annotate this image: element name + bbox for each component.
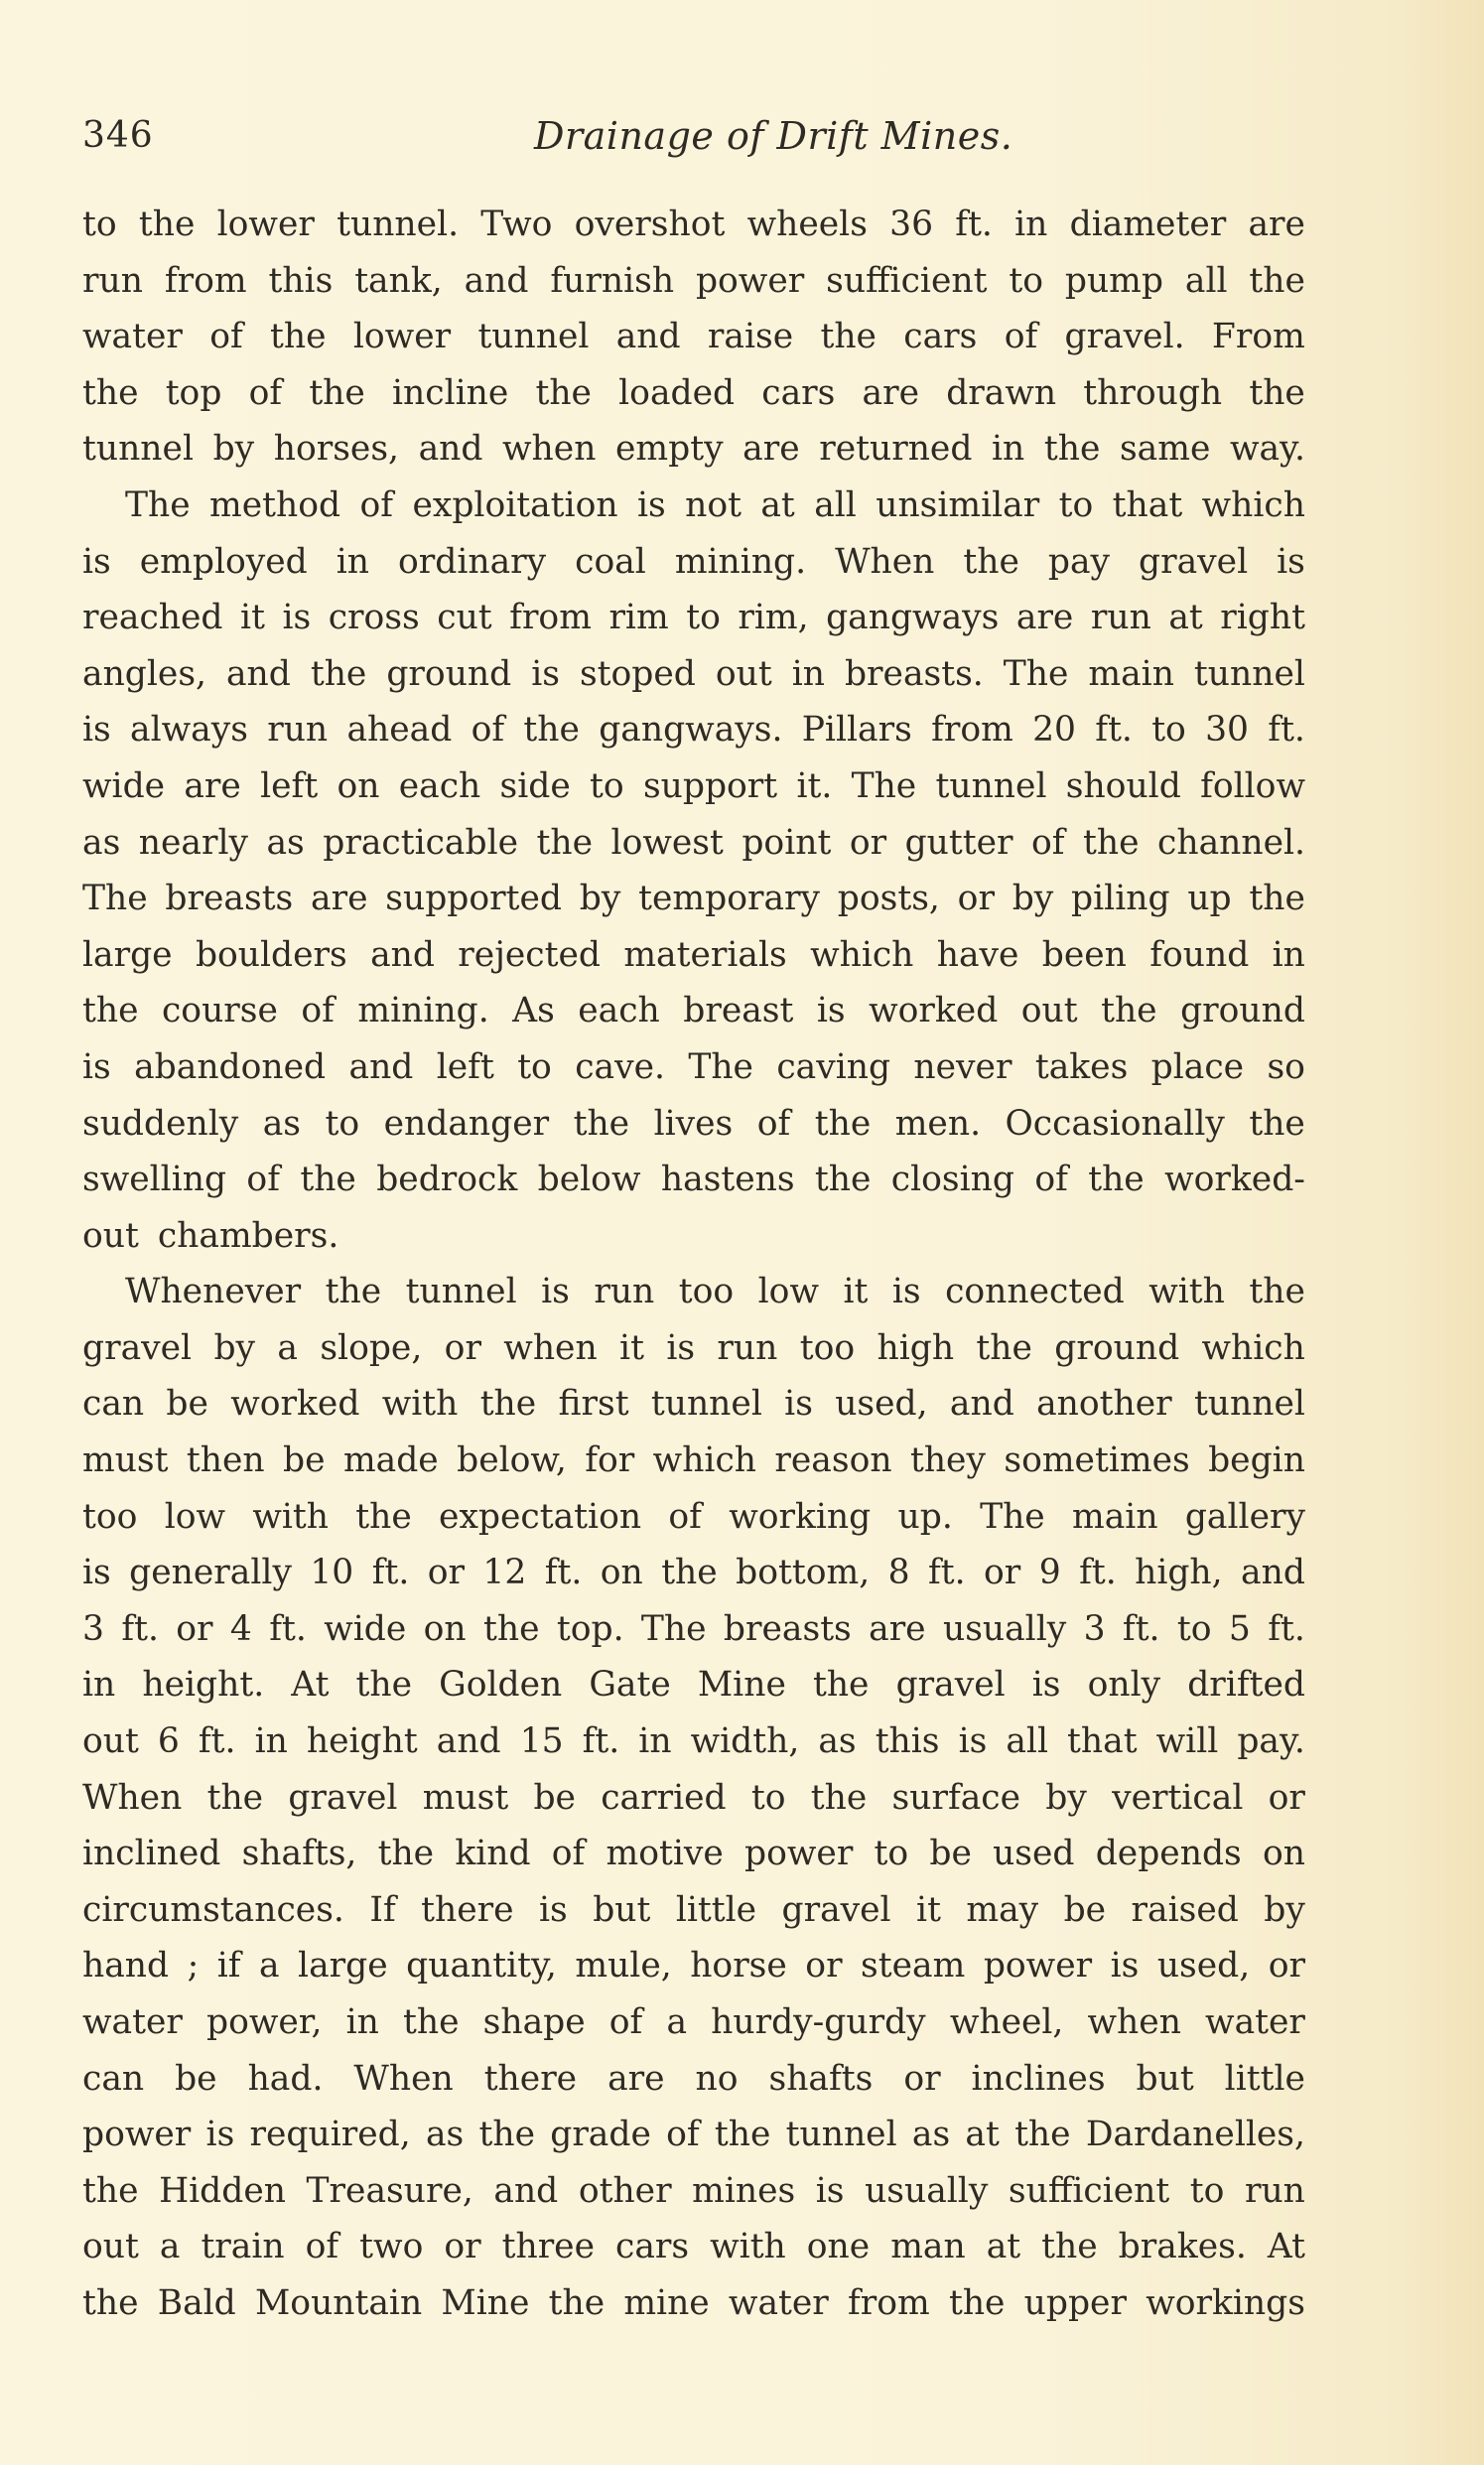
text-line: must then be made below, for which reason they sometimes begin xyxy=(82,1440,1305,1481)
running-title: Drainage of Drift Mines. xyxy=(534,114,1013,158)
text-line: to the lower tunnel. Two overshot wheels 36 ft. in diameter are xyxy=(82,205,1305,244)
page-header xyxy=(82,106,1303,166)
text-line: out chambers. xyxy=(82,1215,339,1256)
text-line: the top of the incline the loaded cars are drawn through the xyxy=(82,372,1305,413)
text-line: power is required, as the grade of the tunnel as at the Dardanelles, xyxy=(82,2115,1305,2155)
text-line: hand ; if a large quantity, mule, horse or steam power is used, or xyxy=(82,1946,1305,1986)
text-line: the Hidden Treasure, and other mines is usually sufficient to run xyxy=(82,2170,1305,2211)
text-line: the Bald Mountain Mine the mine water from the upper workings xyxy=(82,2282,1305,2323)
text-line: large boulders and rejected materials which have been found in xyxy=(82,934,1305,975)
text-line: The method of exploitation is not at all unsimilar to that which xyxy=(125,484,1305,525)
text-line: suddenly as to endanger the lives of the men. Occasionally the xyxy=(82,1103,1305,1144)
text-line: too low with the expectation of working up. The main gallery xyxy=(82,1496,1305,1537)
text-line: circumstances. If there is but little gravel it may be raised by xyxy=(82,1889,1305,1930)
text-line: 3 ft. or 4 ft. wide on the top. The breasts are usually 3 ft. to 5 ft. xyxy=(82,1608,1305,1649)
text-line: water of the lower tunnel and raise the cars of gravel. From xyxy=(82,317,1305,357)
text-line: is always run ahead of the gangways. Pillars from 20 ft. to 30 ft. xyxy=(82,710,1305,751)
text-line: can be worked with the first tunnel is used, and another tunnel xyxy=(82,1384,1305,1425)
body-text xyxy=(82,197,1305,2332)
text-line: reached it is cross cut from rim to rim, gangways are run at right xyxy=(82,598,1305,638)
page-number: 346 xyxy=(82,115,154,156)
text-line: angles, and the ground is stoped out in breasts. The main tunnel xyxy=(82,653,1305,694)
text-line: swelling of the bedrock below hastens the closing of the worked- xyxy=(82,1160,1305,1200)
text-line: is generally 10 ft. or 12 ft. on the bottom, 8 ft. or 9 ft. high, and xyxy=(82,1553,1305,1593)
text-line: run from this tank, and furnish power sufficient to pump all the xyxy=(82,260,1305,301)
text-line: can be had. When there are no shafts or inclines but little xyxy=(82,2058,1305,2099)
text-line: When the gravel must be carried to the surface by vertical or xyxy=(82,1777,1305,1818)
text-line: water power, in the shape of a hurdy-gurdy wheel, when water xyxy=(82,2002,1305,2042)
text-line: is abandoned and left to cave. The caving never takes place so xyxy=(82,1046,1305,1087)
text-line: is employed in ordinary coal mining. When the pay gravel is xyxy=(82,541,1305,582)
text-line: out 6 ft. in height and 15 ft. in width, as this is all that will pay. xyxy=(82,1721,1305,1762)
text-line: as nearly as practicable the lowest point or gutter of the channel. xyxy=(82,822,1305,863)
text-line: out a train of two or three cars with one man at the brakes. At xyxy=(82,2227,1305,2267)
text-line: inclined shafts, the kind of motive power to be used depends on xyxy=(82,1834,1305,1874)
text-line: the course of mining. As each breast is worked out the ground xyxy=(82,991,1305,1031)
text-line: tunnel by horses, and when empty are returned in the same way. xyxy=(82,429,1305,470)
text-line: The breasts are supported by temporary posts, or by piling up the xyxy=(82,879,1305,919)
text-line: gravel by a slope, or when it is run too high the ground which xyxy=(82,1327,1305,1368)
text-line: wide are left on each side to support it. The tunnel should follow xyxy=(82,765,1305,806)
text-line: in height. At the Golden Gate Mine the gravel is only drifted xyxy=(82,1665,1305,1706)
text-line: Whenever the tunnel is run too low it is connected with the xyxy=(125,1272,1305,1312)
